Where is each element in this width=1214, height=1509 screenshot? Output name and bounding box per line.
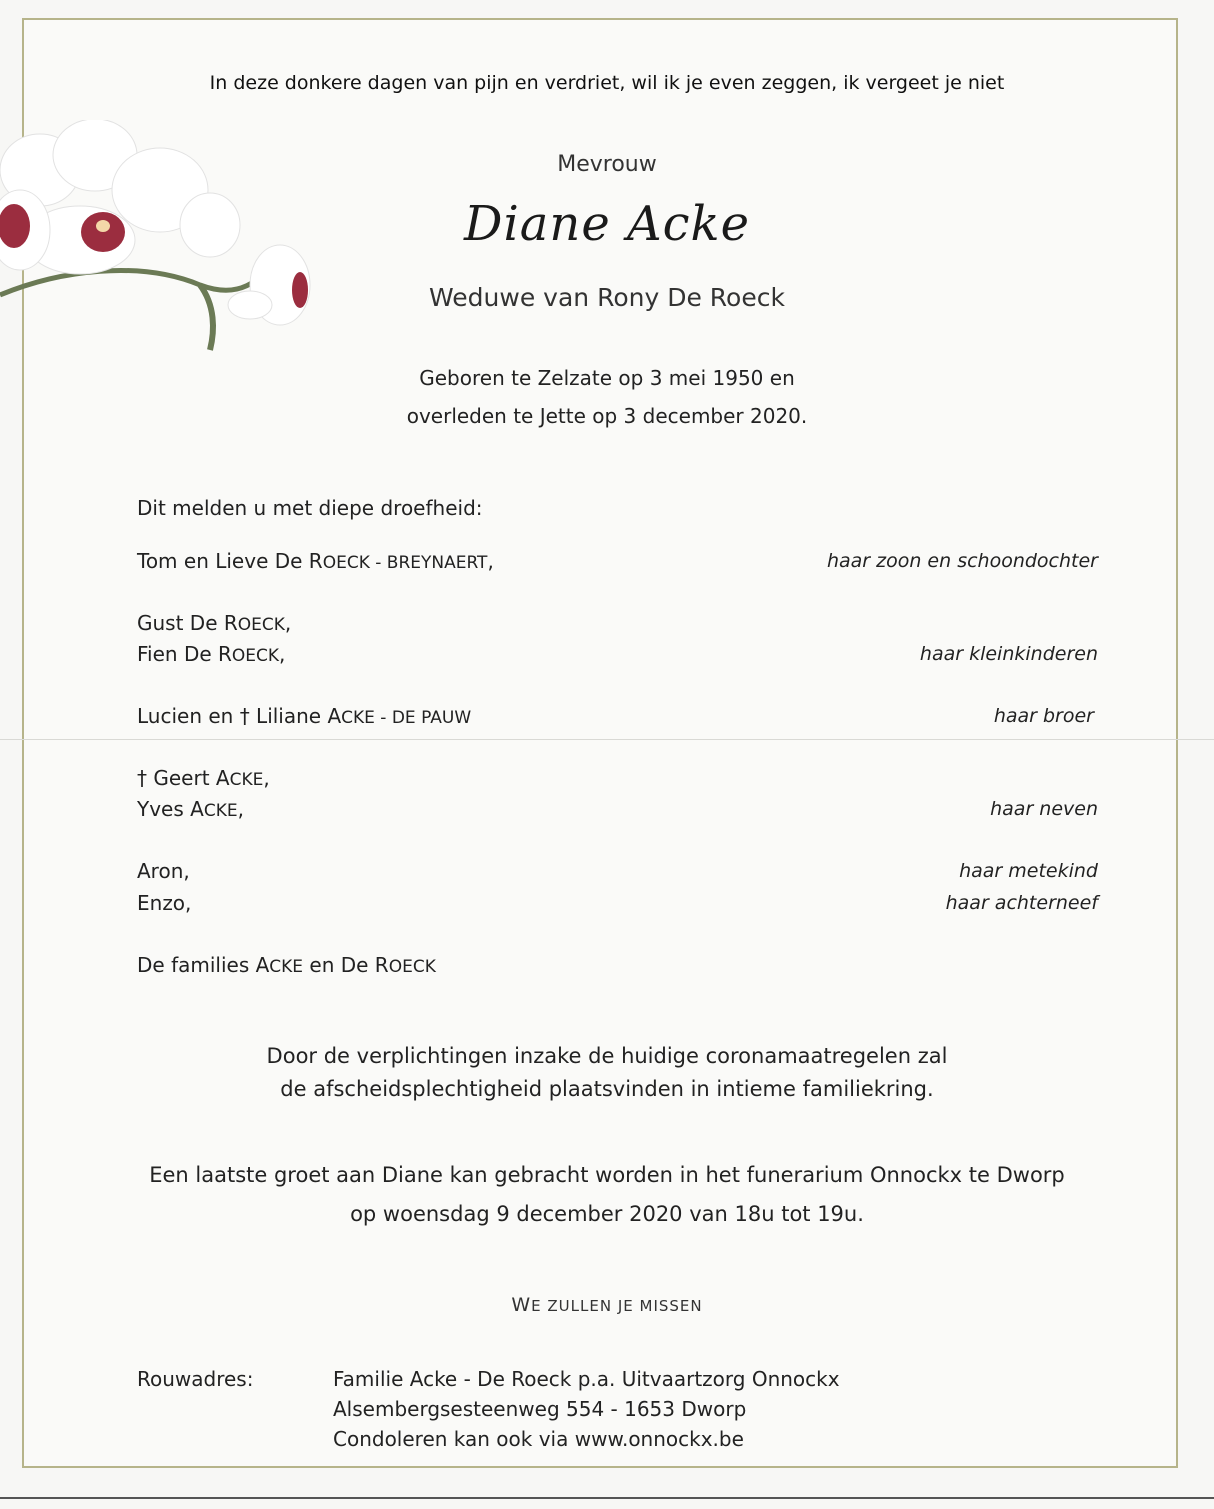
address-label: Rouwadres: [137,1367,254,1391]
last-greeting-line-1: Een laatste groet aan Diane kan gebracht worden in het funerarium Onnockx te Dworp [149,1163,1065,1187]
family-member: Fien De ROECK, [137,642,286,666]
families-line: De families ACKE en De ROECK [137,953,436,977]
family-role: haar achterneef [945,892,1098,914]
address-line-3: Condoleren kan ook via www.onnockx.be [333,1427,744,1451]
last-greeting-line-2: op woensdag 9 december 2020 van 18u tot 19u. [350,1202,864,1226]
closing-line: WE ZULLEN JE MISSEN [511,1294,703,1316]
widow-line: Weduwe van Rony De Roeck [429,283,785,312]
announcement-intro: Dit melden u met diepe droefheid: [137,496,483,520]
family-member: Lucien en † Liliane ACKE - DE PAUW [137,704,472,728]
family-role: haar kleinkinderen [919,643,1098,665]
family-member: Tom en Lieve De ROECK - BREYNAERT, [137,549,494,573]
deceased-name: Diane Acke [463,196,751,252]
bottom-edge [0,1497,1214,1499]
covid-notice-line-2: de afscheidsplechtigheid plaatsvinden in intieme familiekring. [280,1077,934,1101]
family-member: † Geert ACKE, [137,766,270,790]
death-line: overleden te Jette op 3 december 2020. [406,404,808,428]
family-role: haar metekind [959,860,1098,882]
fold-line [0,739,1214,740]
family-member: Gust De ROECK, [137,611,292,635]
family-role: haar zoon en schoondochter [826,550,1098,572]
family-member: Aron, [137,859,190,883]
opening-quote: In deze donkere dagen van pijn en verdriet, wil ik je even zeggen, ik vergeet je niet [209,72,1005,94]
family-member: Enzo, [137,891,192,915]
covid-notice-line-1: Door de verplichtingen inzake de huidige coronamaatregelen zal [266,1044,948,1068]
address-line-1: Familie Acke - De Roeck p.a. Uitvaartzorg Onnockx [333,1367,840,1391]
birth-line: Geboren te Zelzate op 3 mei 1950 en [419,366,795,390]
family-member: Yves ACKE, [137,797,244,821]
family-role: haar broer [993,705,1094,727]
family-role: haar neven [990,798,1098,820]
salutation: Mevrouw [557,152,657,177]
address-line-2: Alsembergsesteenweg 554 - 1653 Dworp [333,1397,747,1421]
